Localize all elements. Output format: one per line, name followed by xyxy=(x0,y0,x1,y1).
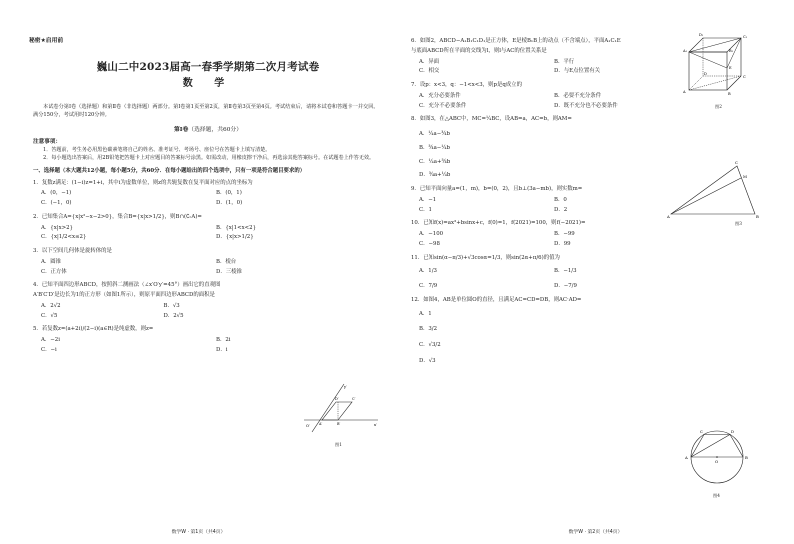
question-11 xyxy=(411,255,780,290)
option-c: C．−98 xyxy=(419,240,440,247)
svg-text:D′: D′ xyxy=(335,397,339,401)
figure-2-caption: 图2 xyxy=(715,104,722,109)
question-stem: 5．若复数z=(a+2i)/(2−i)(a∈R)是纯虚数，则z= xyxy=(33,326,154,333)
option-c: C．正方体 xyxy=(41,268,67,275)
option-d: D．i xyxy=(216,346,228,353)
option-b: B．{x|1<x<2} xyxy=(216,224,257,231)
options xyxy=(411,197,681,214)
svg-text:y′: y′ xyxy=(344,385,347,389)
svg-text:E: E xyxy=(729,66,732,70)
figure-3-triangle xyxy=(667,160,767,222)
options xyxy=(33,190,383,207)
question-stem: 8．如图3，在△ABC中，MC=¼BC，设AB=a，AC=b，则AM= xyxy=(411,116,572,123)
option-b: B．3/2 xyxy=(419,326,438,333)
svg-text:B: B xyxy=(756,214,759,219)
option-d: D．三棱锥 xyxy=(216,268,242,275)
options xyxy=(33,303,278,320)
option-b: B．平行 xyxy=(554,58,575,65)
option-c: C．充分不必要条件 xyxy=(419,102,467,109)
option-d: D．99 xyxy=(554,240,571,247)
svg-text:C: C xyxy=(735,160,738,165)
svg-text:A: A xyxy=(683,90,686,94)
svg-text:D: D xyxy=(731,429,735,434)
svg-text:D: D xyxy=(704,72,707,76)
option-b: B．棱台 xyxy=(216,258,237,265)
svg-text:C: C xyxy=(743,75,746,79)
option-a: A．−100 xyxy=(419,231,444,237)
options xyxy=(33,225,383,242)
svg-text:A: A xyxy=(685,455,688,460)
option-b: B．−1/3 xyxy=(554,268,577,275)
figure-4-circle xyxy=(683,425,753,491)
page-right xyxy=(397,0,794,544)
option-b: B．必要不充分条件 xyxy=(554,92,602,99)
figure-3-caption: 图3 xyxy=(735,221,742,226)
option-d: D．(1，0) xyxy=(216,200,243,207)
option-d: D．√3 xyxy=(419,357,436,364)
question-stem-line-1: 4．已知平面四边形ABCD，按照斜二测画法（∠x′O′y′=45°）画出它的直观图 xyxy=(33,282,221,289)
exam-title: 巍山二中2023届高一春季学期第二次月考试卷 xyxy=(96,61,320,74)
option-c: C．¼a+¾b xyxy=(419,158,451,165)
question-stem: 12．如图4，AB是单位圆O的直径，且满足AC=CD=DB，则AC·AD= xyxy=(411,296,582,303)
svg-text:C: C xyxy=(700,429,703,434)
question-stem: 11．已知sin(α−π/3)+√3cosα=1/3，则sin(2α+π/6)的值为 xyxy=(411,254,560,261)
question-stem: 1．复数z满足：(1−i)z=1+i，其中i为虚数单位，则z的共轭复数在复平面对应的点的坐标为 xyxy=(33,179,253,186)
option-c: C．1 xyxy=(419,206,432,213)
option-c: C．−i xyxy=(41,346,57,353)
svg-text:A: A xyxy=(667,214,670,219)
option-a: A．2√2 xyxy=(41,302,61,309)
option-a: A．−1 xyxy=(419,196,437,203)
confidential-mark: 秘密★启用前 xyxy=(29,38,64,44)
option-a: A．圆锥 xyxy=(41,258,62,265)
page-footer-1: 数学W · 第1页（共4页） xyxy=(171,530,226,536)
svg-text:A₁: A₁ xyxy=(683,49,688,53)
option-a: A．充分必要条件 xyxy=(419,92,461,99)
option-d: D．¾a+¼b xyxy=(419,172,451,179)
option-d: D．{x|x>1/2} xyxy=(216,234,254,241)
svg-text:x′: x′ xyxy=(374,423,377,427)
notice-heading: 注意事项： xyxy=(33,138,61,145)
question-stem: 2．已知集合A={x|x²−x−2>0}，集合B={x|x>1/2}，则B∩(∁ᵣA)= xyxy=(33,213,202,220)
notice-item-1: 1．答题前，考生务必用黑色碳素笔将自己的姓名、准考证号、考场号、座位号在答题卡上填写清楚。 xyxy=(43,146,271,153)
question-stem-line-2: 与底面ABCD所在平面的交线为l，则l与AC的位置关系是 xyxy=(411,47,547,54)
options xyxy=(411,59,681,76)
option-c: C．相交 xyxy=(419,68,440,75)
svg-text:B: B xyxy=(728,92,731,96)
question-4 xyxy=(33,282,383,319)
option-a: A．(0，−1) xyxy=(41,190,72,197)
option-d: D．2√5 xyxy=(163,312,184,319)
question-stem-line-1: 6．如图2，ABCD−A₁B₁C₁D₁是正方体，E是棱B₁B上的动点（不含端点），平面A₁C₁E xyxy=(411,38,621,44)
question-1 xyxy=(33,180,383,207)
svg-text:C₁: C₁ xyxy=(743,35,748,39)
svg-text:C′: C′ xyxy=(352,397,356,401)
question-stem: 10．已知f(x)=ax³+bsinx+c，f(0)=1，f(2021)=100，则f(−2021)= xyxy=(411,220,586,227)
options xyxy=(411,268,681,290)
question-5 xyxy=(33,326,383,353)
svg-text:B′: B′ xyxy=(337,422,341,426)
option-d: D．2 xyxy=(554,206,568,213)
svg-text:B₁: B₁ xyxy=(729,49,734,53)
part-one-header xyxy=(33,127,383,134)
option-d: D．既不充分也不必要条件 xyxy=(554,102,618,109)
option-a: A．1/3 xyxy=(419,268,437,275)
svg-text:O: O xyxy=(715,459,719,464)
figure-2-cube xyxy=(683,30,763,102)
figure-1-caption: 图1 xyxy=(335,442,342,447)
question-10 xyxy=(411,220,780,247)
question-stem: 7．设p：x<3，q：−1<x<3，则p是q成立的 xyxy=(411,82,522,88)
option-b: B．2i xyxy=(216,337,231,344)
option-c: C．7/9 xyxy=(419,283,438,289)
option-a: A．−2i xyxy=(41,337,60,344)
question-3 xyxy=(33,248,383,275)
question-stem: 3．以下空间几何体是旋转体的是 xyxy=(33,248,112,255)
option-c: C．{x|1/2<x≤2} xyxy=(41,234,87,241)
option-c: C．√5 xyxy=(41,312,58,319)
option-a: A．{x|x>2} xyxy=(41,224,73,231)
question-2 xyxy=(33,214,383,241)
options xyxy=(411,93,681,110)
notice-item-2: 2．每小题选出答案后，用2B铅笔把答题卡上对应题目的答案标号涂黑。如需改动，用橡皮擦干净后，再选涂其他答案标号。在试题卷上作答无效。 xyxy=(43,154,375,161)
option-b: B．¾a−¼b xyxy=(419,144,450,151)
figure-4-caption: 图4 xyxy=(713,493,720,498)
option-b: B．−99 xyxy=(554,231,575,237)
option-d: D．与E点位置有关 xyxy=(554,68,600,75)
option-b: B．(0，1) xyxy=(216,190,242,197)
subject-title: 数 学 xyxy=(182,78,234,90)
figure-1-oblique-square xyxy=(300,380,380,440)
svg-text:O′: O′ xyxy=(306,424,310,428)
option-a: A．1 xyxy=(419,310,432,317)
question-stem: 9．已知平面向量a=(1，m)，b=(0，2)，且b⊥(3a−mb)，则实数m= xyxy=(411,186,583,192)
option-c: C．√3/2 xyxy=(419,342,441,348)
options xyxy=(411,231,681,248)
svg-text:B: B xyxy=(745,455,748,460)
part-label: 第Ⅰ卷 xyxy=(173,127,189,134)
options xyxy=(411,311,780,365)
page-footer-2: 数学W · 第2页（共4页） xyxy=(568,530,623,536)
svg-text:D₁: D₁ xyxy=(699,33,704,37)
exam-intro: 本试卷分第Ⅰ卷（选择题）和第Ⅱ卷（非选择题）两部分。第Ⅰ卷第1页至第2页，第Ⅱ卷第3页至第4页。考试结束后，请将本试卷和答题卡一并交回。满分150分，考试用时120分钟。 xyxy=(33,103,379,119)
question-12 xyxy=(411,297,780,365)
part-note: （选择题，共60分） xyxy=(188,127,243,134)
option-d: D．−7/9 xyxy=(554,283,577,289)
option-b: B．0 xyxy=(554,196,567,203)
options xyxy=(33,337,383,354)
option-a: A．¼a−¾b xyxy=(419,131,450,137)
option-c: C．(−1，0) xyxy=(41,200,72,207)
option-b: B．√3 xyxy=(163,302,180,309)
svg-text:A′: A′ xyxy=(319,422,323,426)
question-stem-line-2: A′B′C′D′是边长为1的正方形（如图1所示），则原平面四边形ABCD的面积是 xyxy=(33,292,215,299)
section-heading: 一、选择题（本大题共12小题，每小题5分，共60分．在每小题给出的四个选项中，只有一项是符合题目要求的） xyxy=(33,167,306,174)
option-a: A．异面 xyxy=(419,58,440,65)
options xyxy=(33,259,383,276)
svg-text:M: M xyxy=(743,174,747,179)
